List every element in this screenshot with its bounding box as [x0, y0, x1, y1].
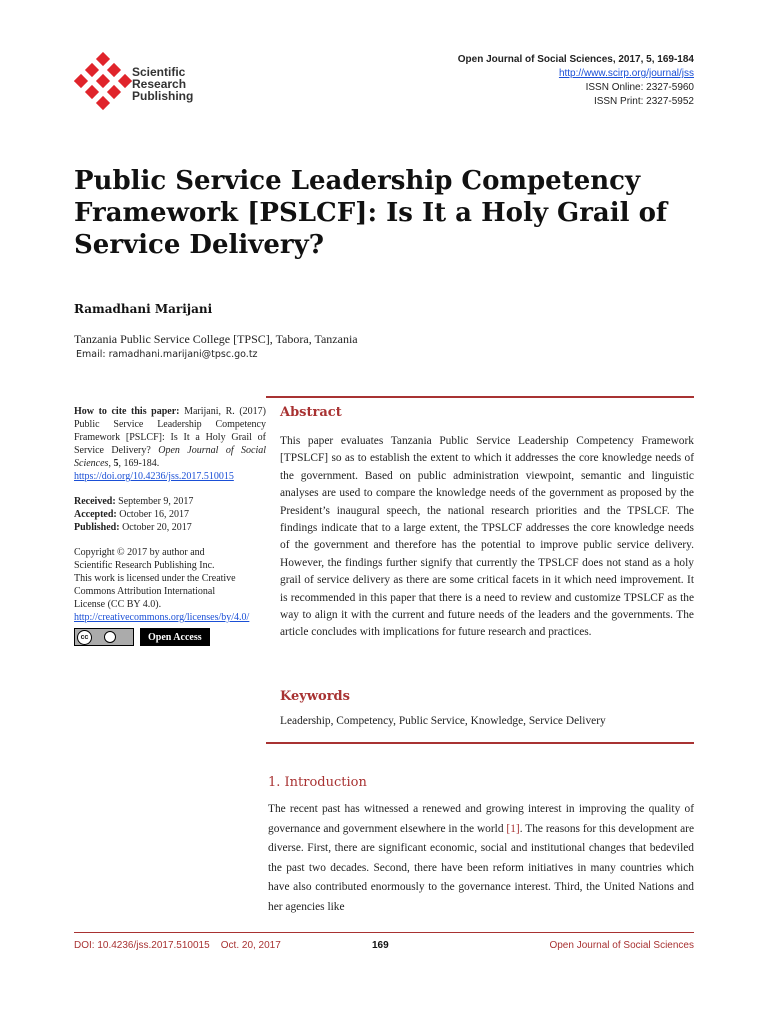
- open-access-badge: Open Access: [140, 628, 210, 646]
- abstract-top-rule: [266, 396, 694, 398]
- intro-text-part2: . The reasons for this development are diverse. First, there are significant economic, social and institutional changes that bedeviled the past two decades. Second, there have been reform initiatives in many countries which have also contributed enormously to the governance interest. Third, the United Nations and her agencies like: [268, 822, 695, 913]
- copyright-line-1: Copyright © 2017 by author and: [74, 547, 205, 558]
- issn-online: ISSN Online: 2327-5960: [585, 82, 694, 93]
- published-value: October 20, 2017: [119, 522, 192, 533]
- license-badges: [74, 628, 266, 646]
- introduction-heading: 1. Introduction: [268, 775, 367, 790]
- journal-url-link[interactable]: http://www.scirp.org/journal/jss: [558, 68, 694, 79]
- keywords-text: Leadership, Competency, Public Service, Knowledge, Service Delivery: [280, 715, 606, 727]
- logo-diamonds-icon: [74, 52, 132, 116]
- cite-volume: 5: [113, 458, 119, 469]
- published-label: Published:: [74, 522, 120, 533]
- accepted-value: October 16, 2017: [116, 509, 189, 520]
- author-name: Ramadhani Marijani: [74, 302, 213, 316]
- citation-sidebar: [74, 405, 266, 646]
- license-line-3: License (CC BY 4.0).: [74, 599, 162, 610]
- introduction-text: [268, 800, 694, 917]
- author-email[interactable]: Email: ramadhani.marijani@tpsc.go.tz: [76, 349, 258, 360]
- cite-sep: ,: [108, 458, 114, 469]
- page-number: 169: [372, 940, 389, 951]
- cite-text: Marijani, R. (2017) Public Service Leadership Competency Framework [PSLCF]: Is It a Holy Grail of Service Delivery?: [74, 406, 267, 456]
- footer-rule: [74, 932, 694, 933]
- copyright-line-2: Scientific Research Publishing Inc.: [74, 560, 215, 571]
- keywords-heading: Keywords: [280, 689, 350, 704]
- by-person-icon: [104, 631, 116, 643]
- publisher-logo: [74, 52, 214, 116]
- abstract-heading: Abstract: [280, 405, 342, 420]
- issn-print: ISSN Print: 2327-5952: [593, 96, 694, 107]
- journal-citation: Open Journal of Social Sciences, 2017, 5, 169-184: [457, 54, 694, 65]
- paper-title: Public Service Leadership Competency Framework [PSLCF]: Is It a Holy Grail of Service Delivery?: [74, 166, 668, 260]
- cite-journal: Open Journal of Social Sciences: [74, 445, 266, 469]
- keywords-bottom-rule: [266, 742, 694, 744]
- license-line-1: This work is licensed under the Creative: [74, 573, 236, 584]
- received-label: Received:: [74, 496, 116, 507]
- footer-journal: Open Journal of Social Sciences: [549, 940, 694, 951]
- how-to-cite: [74, 405, 266, 470]
- license-line-2: Commons Attribution International: [74, 586, 216, 597]
- received-value: September 9, 2017: [115, 496, 194, 507]
- cite-pages: , 169-184.: [118, 458, 160, 469]
- abstract-text: This paper evaluates Tanzania Public Service Leadership Competency Framework [TPSLCF] so as to establish the extent to which it addresses the core knowledge needs of the government. Based on public administration viewpoint, semantic and linguistic analyses are used to compare the knowledge needs of the government as proposed by the President’s inaugural speech, the national research priorities and the TPSLCF. The findings indicate that to a large extent, the TPSLCF addresses the core knowledge needs of the government and therefore has the potential to improve public service delivery. However, the findings further signify that currently the TPSLCF does not stand as a holy grail of service delivery as there are some critical facets in it which need improvement. It is recommended in this paper that there is a need to review and customize TPSLCF as the way to align it with the current and future needs of the leaders and the governments. The article concludes with implications for future research and practices.: [280, 435, 694, 639]
- cite-label: How to cite this paper:: [74, 406, 180, 417]
- cc-by-badge[interactable]: [74, 628, 134, 646]
- accepted-date: [74, 508, 266, 521]
- logo-text-line2: Research: [132, 77, 187, 91]
- received-date: [74, 495, 266, 508]
- footer-doi: DOI: 10.4236/jss.2017.510015 Oct. 20, 2017: [74, 940, 281, 951]
- journal-info: [458, 53, 694, 109]
- cite-doi-link[interactable]: https://doi.org/10.4236/jss.2017.510015: [74, 471, 234, 482]
- published-date: [74, 521, 266, 534]
- author-affiliation: Tanzania Public Service College [TPSC], Tabora, Tanzania: [74, 332, 358, 346]
- citation-ref-1[interactable]: [1]: [506, 822, 520, 835]
- logo-text-line1: Scientific: [132, 65, 186, 79]
- cc-icon: cc: [77, 630, 92, 645]
- intro-text-part1: The recent past has witnessed a renewed and growing interest in improving the quality of governance and government elsewhere in the world: [268, 803, 694, 835]
- license-link[interactable]: http://creativecommons.org/licenses/by/4.0/: [74, 612, 250, 623]
- logo-text-line3: Publishing: [132, 89, 194, 103]
- accepted-label: Accepted:: [74, 509, 117, 520]
